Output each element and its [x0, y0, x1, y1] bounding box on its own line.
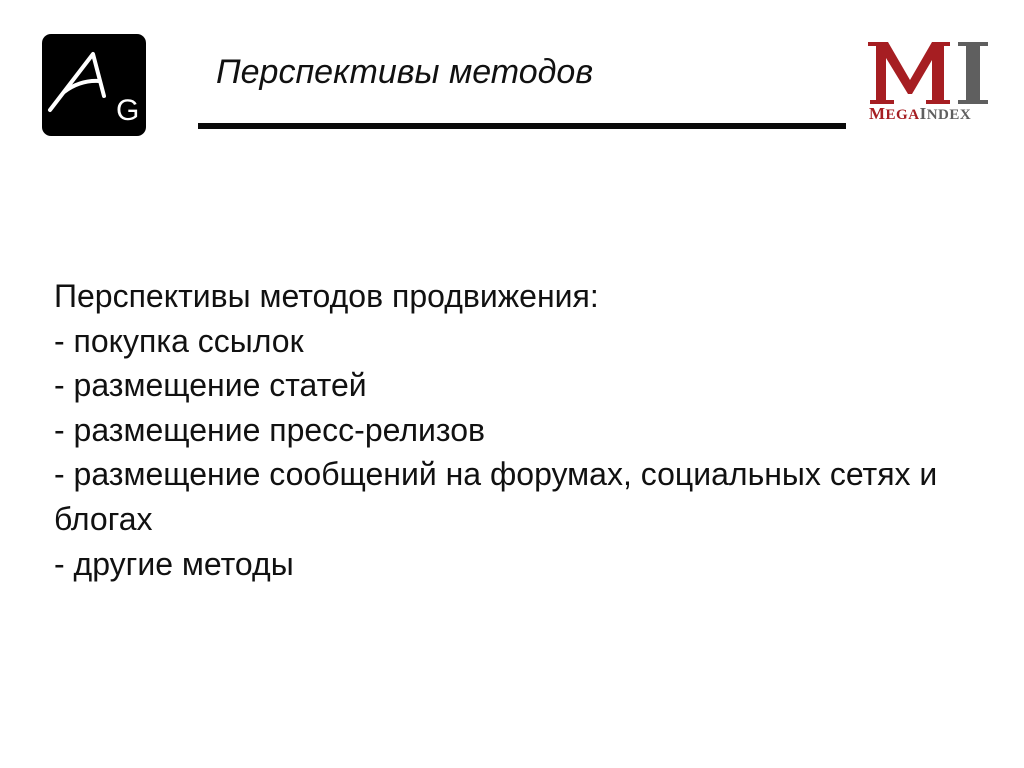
list-item: - другие методы — [54, 545, 294, 582]
svg-text:G: G — [116, 94, 140, 127]
slide-body — [54, 274, 984, 586]
body-heading: Перспективы методов продвижения: — [54, 278, 599, 314]
slide-title: Перспективы методов — [216, 53, 594, 91]
list-item: - размещение пресс-релизов — [54, 411, 486, 448]
list-item: - размещение сообщений на форумах, социальных сетях и блогах — [54, 456, 938, 537]
title-divider — [198, 123, 846, 129]
list-item: - покупка ссылок — [54, 322, 304, 359]
ag-logo-icon — [42, 34, 146, 136]
megaindex-logo-icon — [866, 36, 994, 124]
list-item: - размещение статей — [54, 367, 367, 404]
svg-text:MEGAINDEX: MEGAINDEX — [869, 104, 972, 123]
